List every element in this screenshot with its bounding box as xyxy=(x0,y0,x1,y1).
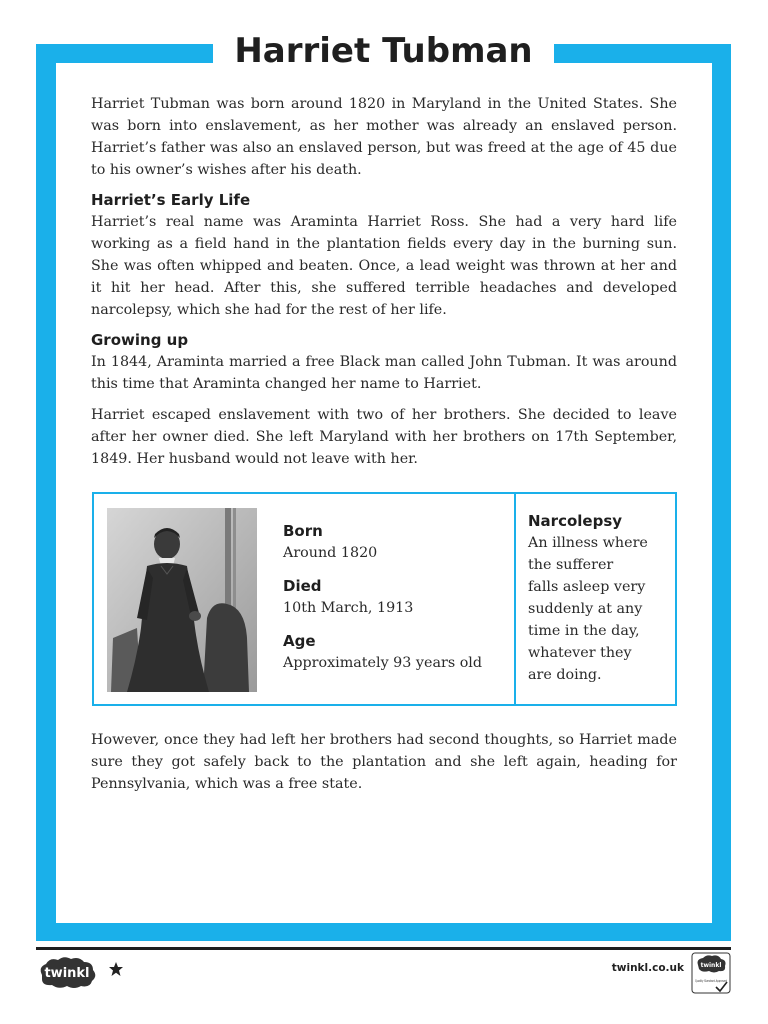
logo-text: twinkl xyxy=(44,966,90,981)
badge-caption: Quality Standard Approved xyxy=(695,979,727,983)
fact-label-age: Age xyxy=(283,632,316,650)
closing-paragraph: However, once they had left her brothers had second thoughts, so Harriet made sure they got safely back to the plantation and she left again, heading for Pennsylvania, which was a free state. xyxy=(91,732,677,792)
twinkl-logo xyxy=(36,955,98,989)
glossary-line: whatever they xyxy=(528,645,632,661)
fact-label-born: Born xyxy=(283,522,323,540)
intro-paragraph: Harriet Tubman was born around 1820 in Maryland in the United States. She was born into enslavement, as her mother was already an enslaved person. Harriet’s father was also an enslaved person, but was freed at the age of 45 due to his owner’s wishes after his death. xyxy=(91,96,677,178)
footer-url[interactable]: twinkl.co.uk xyxy=(611,962,684,974)
growing-up-paragraph-1: In 1844, Araminta married a free Black man called John Tubman. It was around this time that Araminta changed her name to Harriet. xyxy=(91,354,677,392)
section-heading-growing-up: Growing up xyxy=(91,331,189,349)
page-title: Harriet Tubman xyxy=(234,31,533,71)
badge-text: twinkl xyxy=(700,962,722,969)
growing-up-paragraph-2: Harriet escaped enslavement with two of her brothers. She decided to leave after her owner died. She left Maryland with her brothers on 17th September, 1849. Her husband would not leave with her. xyxy=(91,407,677,467)
fact-list xyxy=(283,520,508,685)
closing-content xyxy=(91,729,677,804)
glossary-line: falls asleep very xyxy=(528,579,646,595)
early-life-paragraph: Harriet’s real name was Araminta Harriet Ross. She had a very hard life working as a field hand in the plantation fields every day in the burning sun. She was often whipped and beaten. Once, a lead weight was thrown at her and it hit her head. After this, she suffered terrible headaches and developed narcolepsy, which she had for the rest of her life. xyxy=(91,214,677,318)
main-content xyxy=(91,93,677,479)
glossary-line: are doing. xyxy=(528,667,602,683)
glossary-line: the sufferer xyxy=(528,557,614,573)
glossary-line: time in the day, xyxy=(528,623,640,639)
fact-box-divider xyxy=(514,494,516,704)
fact-box xyxy=(92,492,677,706)
fact-value-age: Approximately 93 years old xyxy=(283,655,483,671)
footer-divider xyxy=(36,947,731,950)
quality-badge-icon xyxy=(690,951,732,995)
fact-value-born: Around 1820 xyxy=(283,545,378,561)
star-icon xyxy=(108,961,124,977)
fact-label-died: Died xyxy=(283,577,322,595)
section-heading-early-life: Harriet’s Early Life xyxy=(91,191,251,209)
glossary-line: suddenly at any xyxy=(528,601,643,617)
fact-value-died: 10th March, 1913 xyxy=(283,600,414,616)
portrait-photo xyxy=(107,508,257,692)
glossary-panel xyxy=(528,510,668,686)
glossary-term: Narcolepsy xyxy=(528,512,623,530)
glossary-line: An illness where xyxy=(528,535,648,551)
